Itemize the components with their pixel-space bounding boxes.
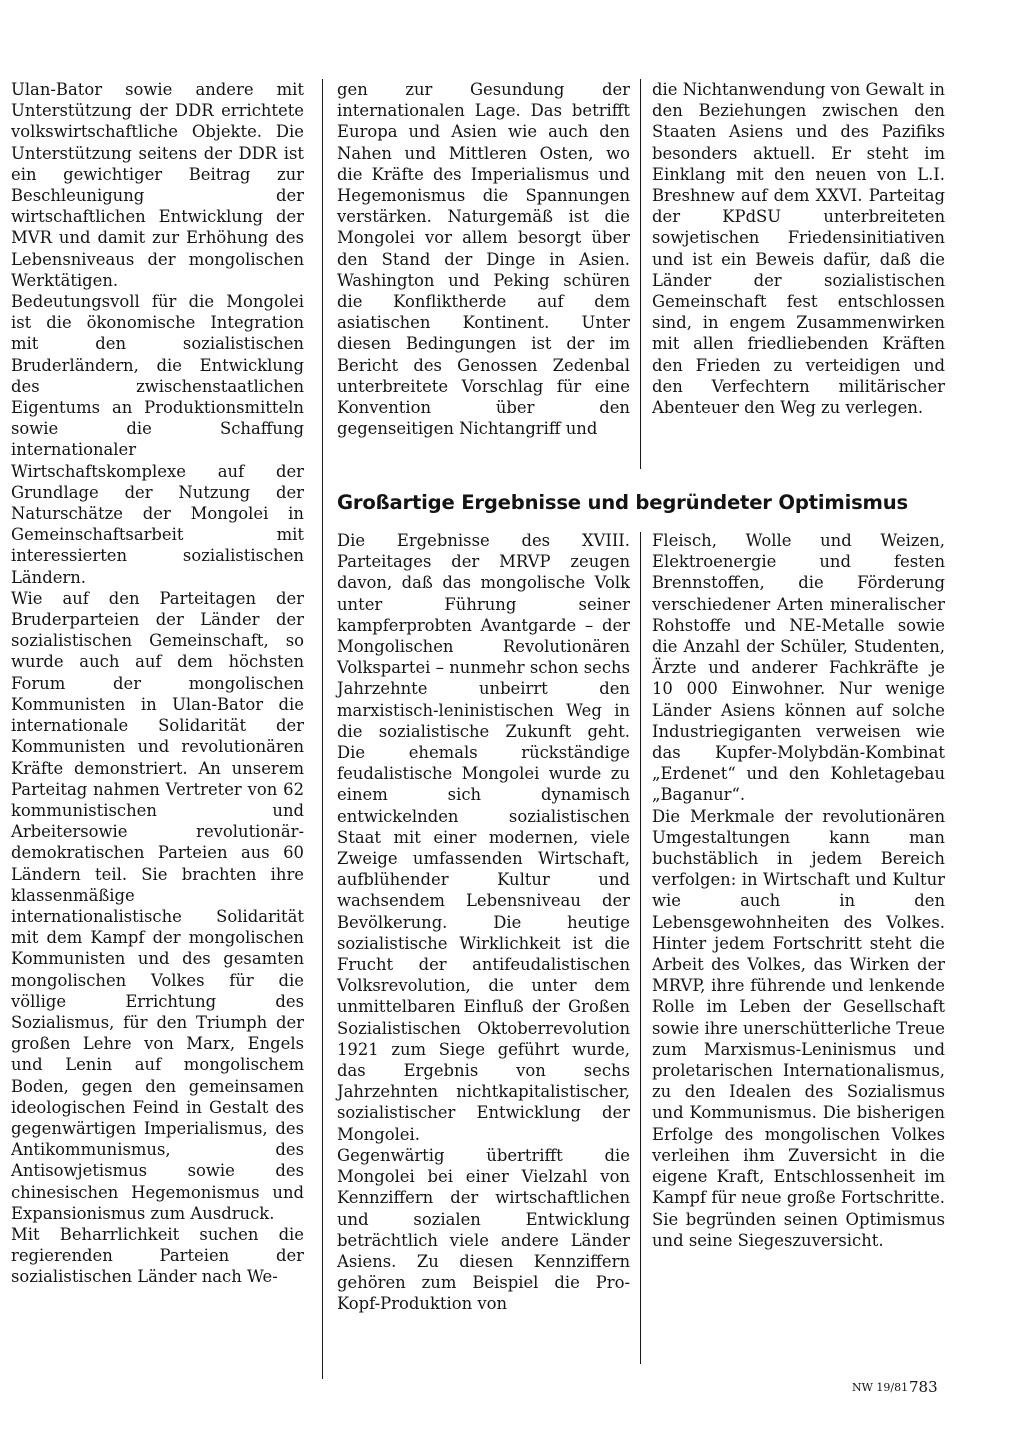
paragraph: gen zur Gesundung der internationalen Lage. Das betrifft Europa und Asien wie auch den Nahen und Mittleren Osten, wo die Kräfte des Imperialismus und Hegemonismus die Spannungen verstärken. Naturgemäß ist die Mongolei vor allem besorgt über den Stand der Dinge in Asien. Washington und Peking schüren die Konfliktherde auf dem asiatischen Kontinent. Unter diesen Bedingungen ist der im Bericht des Genossen Zedenbal unterbreitete Vorschlag für eine Konvention über den gegenseitigen Nichtangriff und — [337, 80, 630, 439]
paragraph: Die Ergebnisse des XVIII. Parteitages der MRVP zeugen davon, daß das mongolische Volk unter Führung seiner kampferprobten Avantgarde – der Mongolischen Revolutionären Volkspartei – nunmehr schon sechs Jahrzehnte unbeirrt den marxistisch-leninistischen Weg in die sozialistische Zukunft geht. Die ehemals rückständige feudalistische Mongolei wurde zu einem sich dynamisch entwickelnden sozialistischen Staat mit einer modernen, viele Zweige umfassenden Wirtschaft, aufblühender Kultur und wachsendem Lebensniveau der Bevölkerung. Die heutige sozialistische Wirklichkeit ist die Frucht der antifeudalistischen Volksrevolution, die unter dem unmittelbaren Einfluß der Großen Sozialistischen Oktoberrevolution 1921 zum Siege geführt wurde, das Ergebnis von sechs Jahrzehnten nichtkapitalistischer, sozialistischer Entwicklung der Mongolei. — [337, 531, 630, 1144]
column-divider — [640, 79, 641, 469]
article-column-2 — [337, 79, 630, 439]
paragraph: die Nichtanwendung von Gewalt in den Beziehungen zwischen den Staaten Asiens und des Pazifiks besonders aktuell. Er steht im Einklang mit den neuen von L.I. Breshnew auf dem XXVI. Parteitag der KPdSU unterbreiteten sowjetischen Friedensinitiativen und ist ein Beweis dafür, daß die Länder der sozialistischen Gemeinschaft fest entschlossen sind, in engem Zusammenwirken mit allen friedliebenden Kräften den Frieden zu verteidigen und den Verfechtern militärischer Abenteuer den Weg zu verlegen. — [652, 80, 945, 418]
article-column-3 — [652, 79, 945, 418]
paragraph: Wie auf den Parteitagen der Bruderparteien der Länder der sozialistischen Gemeinschaft, so wurde auch auf dem höchsten Forum der mongolischen Kommunisten in Ulan-Bator die internationale Solidarität der Kommunisten und revolutionären Kräfte demonstriert. An unserem Parteitag nahmen Vertreter von 62 kommunistischen und Arbeitersowie revolutionär-demokratischen Parteien aus 60 Ländern teil. Sie brachten ihre klassenmäßige internationalistische Solidarität mit dem Kampf der mongolischen Kommunisten und des gesamten mongolischen Volkes für die völlige Errichtung des Sozialismus, für den Triumph der großen Lehre von Marx, Engels und Lenin auf mongolischem Boden, gegen den gemeinsamen ideologischen Feind in Gestalt des gegenwärtigen Imperialismus, des Antikommunismus, des Antisowjetismus sowie des chinesischen Hegemonismus und Expansionismus zum Ausdruck. — [11, 588, 304, 1223]
section-headline: Großartige Ergebnisse und begründeter Optimismus — [337, 491, 908, 514]
article-column-1 — [11, 79, 304, 1288]
column-divider — [640, 532, 641, 1364]
column-divider — [322, 79, 323, 1379]
page-number: 783 — [909, 1378, 938, 1396]
journal-issue-ref: NW 19/81 — [852, 1381, 909, 1394]
paragraph: Bedeutungsvoll für die Mongolei ist die ökonomische Integration mit den sozialistischen Bruderländern, die Entwicklung des zwischenstaatlichen Eigentums an Produktionsmitteln sowie die Schaffung internationaler Wirtschaftskomplexe auf der Grundlage der Nutzung der Naturschätze der Mongolei in Gemeinschaftsarbeit mit interessierten sozialistischen Ländern. — [11, 292, 304, 587]
article-column-5 — [652, 530, 945, 1251]
paragraph: Mit Beharrlichkeit suchen die regierenden Parteien der sozialistischen Länder nach We- — [11, 1224, 304, 1287]
paragraph: Die Merkmale der revolutionären Umgestaltungen kann man buchstäblich in jedem Bereich verfolgen: in Wirtschaft und Kultur wie auch in den Lebensgewohnheiten des Volkes. Hinter jedem Fortschritt steht die Arbeit des Volkes, das Wirken der MRVP, ihre führende und lenkende Rolle im Leben der Gesellschaft sowie ihre unerschütterliche Treue zum Marxismus-Leninismus und proletarischen Internationalismus, zu den Idealen des Sozialismus und Kommunismus. Die bisherigen Erfolge des mongolischen Volkes verleihen ihm Zuversicht in die eigene Kraft, Entschlossenheit im Kampf für neue große Fortschritte. Sie begründen seinen Optimismus und seine Siegeszuversicht. — [652, 806, 945, 1250]
paragraph: Gegenwärtig übertrifft die Mongolei bei einer Vielzahl von Kennziffern der wirtschaftlichen und sozialen Entwicklung beträchtlich viele andere Länder Asiens. Zu diesen Kennziffern gehören zum Beispiel die Pro-Kopf-Produktion von — [337, 1145, 630, 1314]
article-column-4 — [337, 530, 630, 1315]
paragraph: Ulan-Bator sowie andere mit Unterstützung der DDR errichtete volkswirtschaftliche Objekte. Die Unterstützung seitens der DDR ist ein gewichtiger Beitrag zur Beschleunigung der wirtschaftlichen Entwicklung der MVR und damit zur Erhöhung des Lebensniveaus der mongolischen Werktätigen. — [11, 80, 304, 290]
paragraph: Fleisch, Wolle und Weizen, Elektroenergie und festen Brennstoffen, die Förderung verschiedener Arten mineralischer Rohstoffe und NE-Metalle sowie die Anzahl der Schüler, Studenten, Ärzte und anderer Fachkräfte je 10 000 Einwohner. Nur wenige Länder Asiens können auf solche Industriegiganten verweisen wie das Kupfer-Molybdän-Kombinat „Erdenet“ und den Kohletagebau „Baganur“. — [652, 531, 945, 805]
